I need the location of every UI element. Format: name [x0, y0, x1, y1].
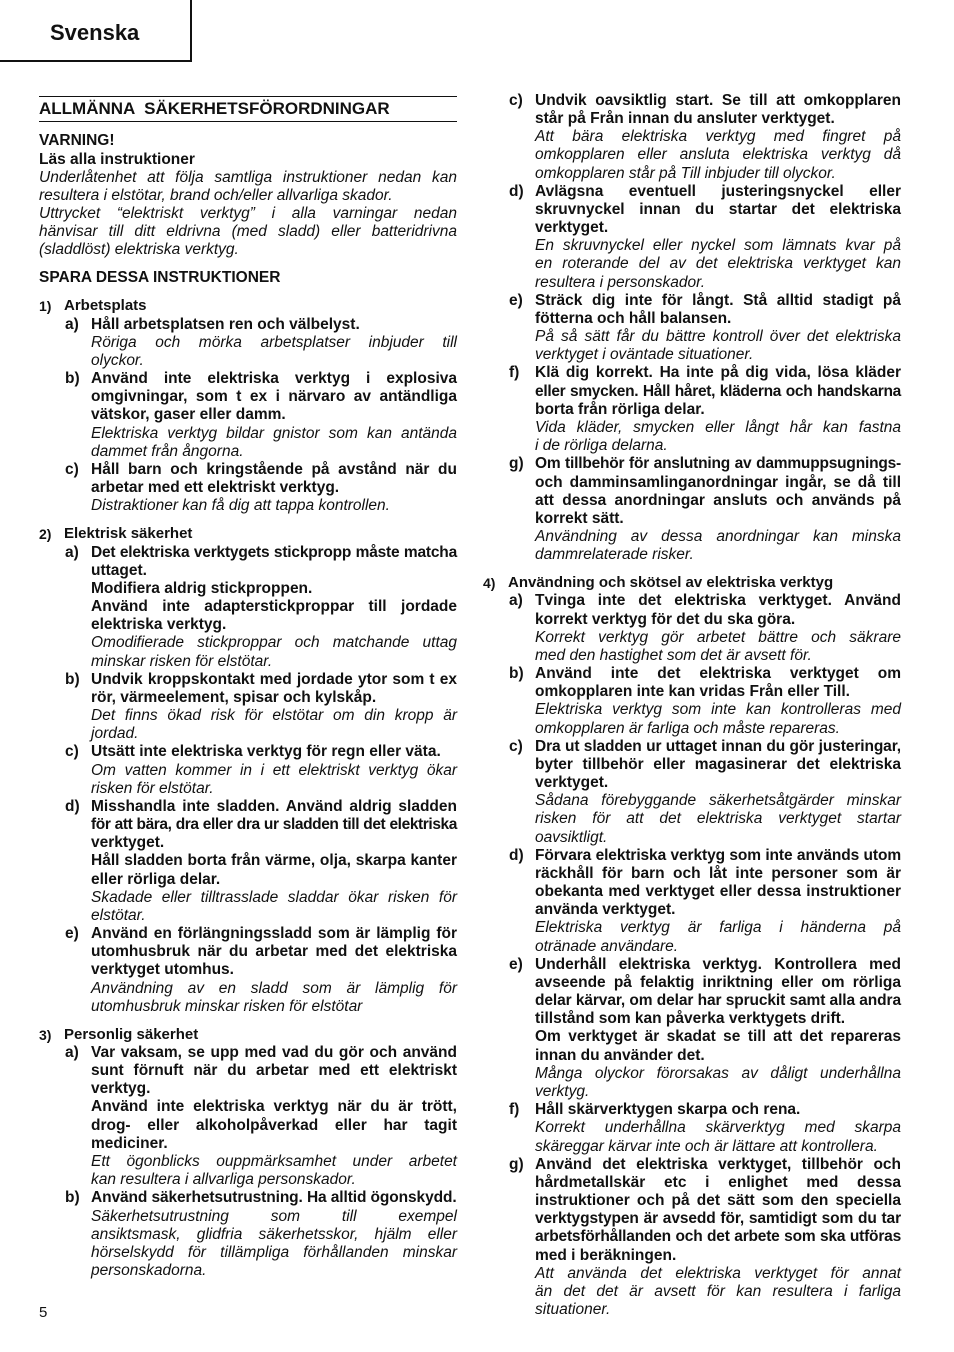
instruction-text — [535, 1101, 901, 1119]
item-label: c) — [509, 91, 523, 109]
section-title: Användning och skötsel av elektriska verktyg — [508, 574, 834, 592]
list-item — [39, 544, 457, 671]
list-item — [483, 738, 901, 847]
text-line: Håll skärverktygen skarpa och rena. — [535, 1101, 801, 1119]
text-line: Håll barn och kringstående på avstånd när du — [91, 460, 457, 478]
instruction-text — [91, 580, 457, 598]
text-line: kan resultera i allvarliga personskador. — [91, 1171, 356, 1189]
text-line: Använd säkerhetsutrustning. Ha alltid ögonskydd. — [91, 1189, 457, 1207]
text-line: och damminsamlinganordningar ingår, se då till — [535, 473, 901, 491]
item-body — [535, 364, 901, 455]
text-line: minskar risken för elstötar. — [91, 652, 273, 670]
text-line: Använd inte elektriska verktyg när du är trött, — [91, 1098, 457, 1116]
text-line: eller rörliga delar. — [91, 870, 221, 888]
explanation-text — [535, 701, 901, 737]
list-item — [39, 461, 457, 516]
instruction-text — [535, 738, 901, 793]
text-line: Ett ögonblicks ouppmärksamhet under arbetet — [91, 1153, 457, 1170]
text-line: arbetar med ett elektriskt verktyg. — [91, 479, 340, 497]
text-line: (sladdlöst) elektriska verktyg. — [39, 241, 239, 259]
text-line: Många olyckor förorsakas av dåligt underhållna — [535, 1064, 901, 1082]
item-body — [91, 370, 457, 461]
text-line: räckhåll för barn och låt inte personer som är — [535, 864, 901, 882]
text-line: verktyget. — [535, 774, 609, 792]
text-line: Modifiera aldrig stickproppen. — [91, 579, 313, 597]
item-label: c) — [65, 743, 79, 761]
text-line: Sådana förebyggande säkerhetsåtgärder minskar — [535, 792, 901, 810]
text-line: står på Från innan du ansluter verktyget. — [535, 110, 835, 128]
text-line: med den hastighet som det är avsett för. — [535, 646, 812, 664]
item-body — [535, 292, 901, 365]
section-number: 2) — [39, 526, 52, 543]
instruction-text — [535, 1028, 901, 1064]
list-item — [39, 671, 457, 744]
instruction-text — [91, 925, 457, 980]
explanation-text — [535, 1119, 901, 1155]
text-line: verktyg. — [91, 1080, 151, 1098]
text-line: Skadade eller tilltrasslade sladdar ökar risken för — [91, 888, 457, 906]
text-line: otränade användare. — [535, 937, 679, 955]
text-line: utomhusbruk när du arbetar med det elektriska — [91, 943, 457, 961]
left-sections — [39, 297, 457, 1280]
item-body — [91, 1044, 457, 1189]
explanation-text — [91, 762, 457, 798]
text-line: Sträck dig inte för långt. Stå alltid stadigt på — [535, 291, 901, 309]
item-label: d) — [509, 846, 524, 864]
text-line: risken för elstötar. — [91, 779, 214, 797]
list-item — [483, 183, 901, 292]
list-item — [483, 592, 901, 665]
explanation-text — [535, 1265, 901, 1320]
text-line: Vida kläder, smycken eller långt hår kan fastna — [535, 418, 901, 436]
text-line: verktyget. — [535, 219, 609, 237]
text-line: Röriga och mörka arbetsplatser inbjuder till — [91, 333, 457, 351]
text-line: mediciner. — [91, 1134, 168, 1152]
text-line: Använd en förlängningssladd som är lämplig för — [91, 925, 457, 943]
item-label: f) — [509, 1101, 520, 1119]
warning-paragraph — [39, 169, 457, 205]
text-line: att dessa anordningar ansluts och används på — [535, 491, 901, 509]
section-title: Arbetsplats — [64, 297, 147, 315]
item-body — [91, 671, 457, 744]
list-item — [483, 1156, 901, 1320]
text-line: Det finns ökad risk för elstötar om din kropp är — [91, 707, 457, 725]
text-line: Elektriska verktyg är farliga i händerna på — [535, 919, 901, 937]
text-line: Var vaksam, se upp med vad du gör och använd — [91, 1043, 457, 1061]
warning-text — [39, 169, 457, 260]
text-line: Klä dig korrekt. Ha inte på dig vida, lösa kläder — [535, 364, 901, 382]
text-line: Underhåll elektriska verktyg. Kontrollera med — [535, 955, 901, 973]
instruction-text — [535, 665, 901, 701]
text-line: Undvik oavsiktlig start. Se till att omkopplaren — [535, 91, 901, 109]
text-line: Använd inte elektriska verktyg i explosiva — [91, 370, 457, 388]
text-line: situationer. — [535, 1301, 611, 1319]
text-line: Tvinga inte det elektriska verktyget. Använd — [535, 592, 901, 610]
page-number: 5 — [39, 1304, 48, 1321]
text-line: omgivningar, som t ex i närvaro av antändliga — [91, 388, 457, 406]
text-line: Utsätt inte elektriska verktyg för regn eller väta. — [91, 743, 441, 761]
instruction-text — [535, 592, 901, 628]
explanation-text — [91, 889, 457, 925]
text-line: Omodifierade stickproppar och matchande uttag — [91, 634, 457, 652]
text-line: Elektriska verktyg som inte kan kontrolleras med — [535, 701, 901, 719]
text-line: Använd det elektriska verktyget, tillbehör och — [535, 1155, 901, 1173]
section-heading — [483, 574, 901, 592]
list-item — [39, 925, 457, 1016]
text-line: ansiktsmask, glidfria säkerhetsskor, hjälm eller — [91, 1225, 457, 1243]
item-label: d) — [65, 797, 80, 815]
text-line: risken för att det elektriska verktyget startar — [535, 810, 901, 828]
warning-title: VARNING! — [39, 132, 115, 150]
text-line: Om verktyget är skadat se till att det repareras — [535, 1028, 901, 1046]
text-line: Underlåtenhet att följa samtliga instruktioner nedan kan — [39, 168, 457, 186]
text-line: tillstånd som kan påverka verktygets drift. — [535, 1010, 846, 1028]
text-line: omkopplaren inte kan vridas Från eller Till. — [535, 683, 850, 701]
explanation-text — [91, 334, 457, 370]
text-line: verktyget i oväntade situationer. — [535, 346, 754, 364]
item-label: f) — [509, 364, 520, 382]
text-line: avseende på felaktig inriktning eller om rörliga — [535, 973, 901, 991]
list-item — [483, 292, 901, 365]
text-line: delar kärvar, om delar har spruckit samt alla andra — [535, 992, 901, 1010]
item-label: g) — [509, 455, 524, 473]
list-item — [483, 92, 901, 183]
instruction-text — [91, 671, 457, 707]
explanation-text — [91, 1208, 457, 1281]
text-line: eller smycken. Håll håret, kläderna och handskarna — [535, 382, 901, 400]
text-line: skäreggar kärvar inte och är lättare att kontrollera. — [535, 1137, 878, 1155]
item-label: d) — [509, 182, 524, 200]
instruction-text — [91, 1044, 457, 1099]
instruction-text — [535, 455, 901, 528]
item-body — [91, 925, 457, 1016]
text-line: Elektriska verktyg bildar gnistor som kan antända — [91, 424, 457, 442]
text-line: Förvara elektriska verktyg som inte används utom — [535, 846, 901, 864]
instruction-text — [535, 183, 901, 238]
text-line: Om vatten kommer in i ett elektriskt verktyg ökar — [91, 761, 457, 779]
text-line: dammet från ångorna. — [91, 442, 244, 460]
text-line: resultera i personskador. — [535, 273, 706, 291]
text-line: Undvik kroppskontakt med jordade ytor som t ex — [91, 670, 457, 688]
instruction-text — [91, 461, 457, 497]
text-line: olyckor. — [91, 351, 144, 369]
text-line: fötterna och håll balansen. — [535, 309, 732, 327]
item-label: b) — [65, 670, 80, 688]
section-title: Elektrisk säkerhet — [64, 525, 193, 543]
explanation-text — [535, 919, 901, 955]
text-line: vätskor, gaser eller damm. — [91, 406, 286, 424]
text-line: korrekt verktyg för det du ska göra. — [535, 610, 796, 628]
explanation-text — [535, 419, 901, 455]
item-body — [535, 183, 901, 292]
text-line: Användning av en sladd som är lämplig för — [91, 979, 457, 997]
text-line: verktyg. — [535, 1083, 590, 1100]
warning-paragraph — [39, 205, 457, 260]
text-line: Använd inte adapterstickproppar till jordade — [91, 598, 457, 616]
text-line: verktygstypen är avsedd för, samtidigt som du tar — [535, 1210, 901, 1228]
instruction-text — [91, 852, 457, 888]
explanation-text — [91, 634, 457, 670]
text-line: verktyget utomhus. — [91, 961, 234, 979]
text-line: omkopplaren är farliga och måste repareras. — [535, 719, 840, 737]
explanation-text — [535, 1065, 901, 1101]
explanation-text — [91, 425, 457, 461]
text-line: Håll arbetsplatsen ren och välbelyst. — [91, 315, 360, 333]
list-item — [39, 1189, 457, 1280]
text-line: jordad. — [91, 725, 139, 743]
text-line: omkopplaren står på Till inbjuder till olyckor. — [535, 164, 836, 182]
save-instructions-notice: SPARA DESSA INSTRUKTIONER — [39, 269, 281, 287]
page-title: ALLMÄNNA SÄKERHETSFÖRORDNINGAR — [39, 96, 457, 122]
text-line: med i beräkningen. — [535, 1246, 677, 1264]
text-line: resultera i elstötar, brand och/eller allvarliga skador. — [39, 186, 393, 204]
right-sections — [483, 92, 901, 1319]
language-tab-label: Svenska — [50, 20, 140, 45]
item-label: e) — [509, 955, 523, 973]
text-line: personskadorna. — [91, 1262, 207, 1280]
explanation-text — [535, 328, 901, 364]
text-line: Distraktioner kan få dig att tappa kontrollen. — [91, 497, 390, 515]
text-line: Misshandla inte sladden. Använd aldrig sladden — [91, 797, 457, 815]
text-line: elektriska verktyg. — [91, 616, 227, 634]
text-line: omkopplaren eller ansluta elektriska verktyg då — [535, 146, 901, 164]
text-line: Håll sladden borta från värme, olja, skarpa kanter — [91, 852, 457, 870]
item-label: a) — [509, 592, 523, 610]
item-label: c) — [65, 460, 79, 478]
text-line: hänvisar till ditt eldrivna (med sladd) eller batteridrivna — [39, 223, 457, 241]
item-body — [91, 316, 457, 371]
text-line: Användning av dessa anordningar kan minska — [535, 528, 901, 546]
section-title: Personlig säkerhet — [64, 1025, 199, 1043]
text-line: oavsiktligt. — [535, 828, 608, 846]
instruction-text — [535, 292, 901, 328]
item-label: a) — [65, 1043, 79, 1061]
text-line: en roterande del av det elektriska verktyget kan — [535, 255, 901, 273]
text-line: använda verktyget. — [535, 901, 676, 919]
instruction-text — [535, 92, 901, 128]
section-heading — [39, 297, 457, 315]
explanation-text — [535, 237, 901, 292]
item-label: e) — [509, 291, 523, 309]
list-item — [483, 364, 901, 455]
text-line: byter tillbehör eller magasinerar det elektriska — [535, 755, 901, 773]
list-item — [39, 370, 457, 461]
text-line: Om tillbehör för anslutning av dammuppsugnings- — [535, 455, 901, 473]
item-label: e) — [65, 925, 79, 943]
list-item — [39, 1044, 457, 1189]
instruction-text — [91, 370, 457, 425]
text-line: Säkerhetsutrustning som till exempel — [91, 1207, 457, 1225]
section-heading — [39, 1026, 457, 1044]
item-body — [535, 1101, 901, 1156]
text-line: Att använda det elektriska verktyget för annat — [535, 1264, 901, 1282]
text-line: borta från rörliga delar. — [535, 400, 705, 418]
item-body — [535, 1156, 901, 1320]
instruction-text — [91, 598, 457, 634]
text-line: hårdmetallskär etc i enlighet med dessa — [535, 1173, 901, 1191]
text-line: elstötar. — [91, 906, 146, 924]
explanation-text — [91, 707, 457, 743]
instruction-text — [535, 1156, 901, 1265]
instruction-text — [91, 798, 457, 853]
item-body — [91, 743, 457, 798]
section-heading — [39, 525, 457, 543]
text-line: arbetsförhållanden och det arbete som ska utföras — [535, 1228, 901, 1246]
text-line: Korrekt verktyg gör arbetet bättre och säkrare — [535, 628, 901, 646]
explanation-text — [535, 629, 901, 665]
warning-subtitle: Läs alla instruktioner — [39, 150, 195, 168]
text-line: instruktioner och på det sätt som den speciella — [535, 1192, 901, 1210]
item-body — [535, 455, 901, 564]
text-line: korrekt sätt. — [535, 509, 624, 527]
text-line: uttaget. — [91, 561, 147, 579]
text-line: i de rörliga delarna. — [535, 437, 668, 455]
text-line: dammrelaterade risker. — [535, 546, 694, 564]
explanation-text — [535, 792, 901, 847]
text-line: På så sätt får du bättre kontroll över det elektriska — [535, 328, 901, 346]
section-number: 1) — [39, 298, 52, 315]
text-line: sunt förnuft när du arbetar med ett elektriskt — [91, 1062, 457, 1080]
item-label: b) — [65, 370, 80, 388]
list-item — [483, 956, 901, 1101]
text-line: än det det är avsett för kan resultera i farliga — [535, 1282, 901, 1300]
explanation-text — [91, 980, 457, 1016]
text-line: obekanta med verktyget eller dessa instruktioner — [535, 883, 901, 901]
item-body — [535, 665, 901, 738]
explanation-text — [91, 497, 457, 515]
item-body — [535, 92, 901, 183]
instruction-text — [91, 743, 457, 761]
item-body — [91, 544, 457, 671]
list-item — [483, 665, 901, 738]
item-body — [535, 847, 901, 956]
text-line: Att bära elektriska verktyg med fingret på — [535, 128, 901, 146]
text-line: En skruvnyckel eller nyckel som lämnats kvar på — [535, 237, 901, 255]
item-body — [535, 956, 901, 1101]
item-label: c) — [509, 737, 523, 755]
item-label: g) — [509, 1155, 524, 1173]
item-body — [91, 798, 457, 925]
list-item — [483, 1101, 901, 1156]
instruction-text — [91, 316, 457, 334]
explanation-text — [535, 528, 901, 564]
text-line: rör, värmeelement, spisar och kylskåp. — [91, 688, 377, 706]
section-number: 4) — [483, 575, 496, 592]
instruction-text — [535, 956, 901, 1029]
item-label: b) — [509, 665, 524, 683]
text-line: Använd inte det elektriska verktyget om — [535, 665, 901, 683]
text-line: Korrekt underhållna skärverktyg med skarpa — [535, 1119, 901, 1137]
list-item — [483, 455, 901, 564]
instruction-text — [91, 1098, 457, 1153]
text-line: Dra ut sladden ur uttaget innan du gör justeringar, — [535, 737, 901, 755]
text-line: Uttrycket “elektriskt verktyg” i alla varningar nedan — [39, 205, 457, 223]
text-line: Avlägsna eventuell justeringsnyckel eller — [535, 182, 901, 200]
list-item — [39, 798, 457, 925]
text-line: Det elektriska verktygets stickpropp måste matcha — [91, 543, 457, 561]
right-column — [483, 92, 901, 1319]
item-body — [91, 1189, 457, 1280]
instruction-text — [535, 364, 901, 419]
instruction-text — [91, 1189, 457, 1207]
list-item — [483, 847, 901, 956]
text-line: innan du använder det. — [535, 1046, 705, 1064]
item-label: b) — [65, 1189, 80, 1207]
list-item — [39, 316, 457, 371]
instruction-text — [535, 847, 901, 920]
text-line: utomhusbruk minskar risken för elstötar — [91, 997, 363, 1015]
text-line: verktyget. — [91, 834, 165, 852]
language-tab — [0, 0, 192, 62]
text-line: skruvnyckel innan du startar det elektriska — [535, 200, 901, 218]
item-body — [535, 592, 901, 665]
text-line: hörselskydd för tillämpliga förhållanden minskar — [91, 1243, 457, 1261]
text-line: för att bära, dra eller dra ur sladden till det elektriska — [91, 816, 457, 834]
list-item — [39, 743, 457, 798]
text-line: drog- eller alkoholpåverkad eller har tagit — [91, 1116, 457, 1134]
item-label: a) — [65, 315, 79, 333]
instruction-text — [91, 544, 457, 580]
left-column — [39, 96, 457, 1280]
explanation-text — [535, 128, 901, 183]
explanation-text — [91, 1153, 457, 1189]
item-body — [535, 738, 901, 847]
item-label: a) — [65, 543, 79, 561]
section-number: 3) — [39, 1026, 52, 1043]
item-body — [91, 461, 457, 516]
